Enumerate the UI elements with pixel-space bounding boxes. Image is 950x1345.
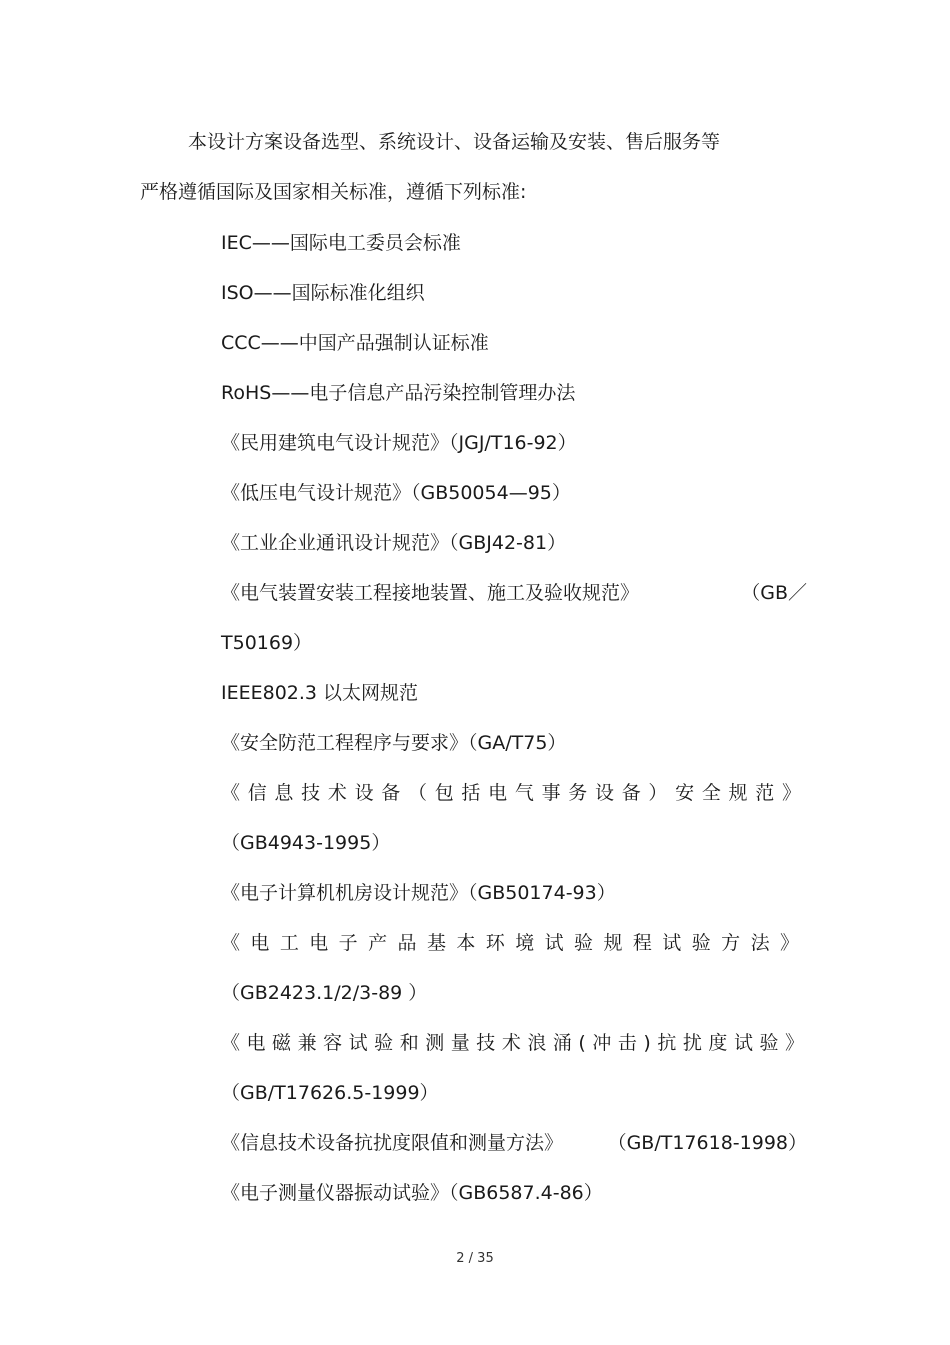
- standard-grounding-code-start: （GB／: [741, 582, 807, 604]
- standard-it-safety-title: 《信息技术设备（包括电气事务设备）安全规范》: [221, 782, 807, 804]
- standard-it-safety-code: （GB4943-1995）: [221, 832, 391, 854]
- standard-it-immunity-title: 《信息技术设备抗扰度限值和测量方法》: [221, 1132, 564, 1154]
- standard-vibration: 《电子测量仪器振动试验》（GB6587.4-86）: [221, 1182, 603, 1204]
- intro-line-2: 严格遵循国际及国家相关标准，遵循下列标准:: [140, 181, 527, 203]
- standard-iec: IEC——国际电工委员会标准: [221, 232, 461, 254]
- standard-ccc: CCC——中国产品强制认证标准: [221, 332, 489, 354]
- standard-it-immunity-code: （GB/T17618-1998）: [607, 1132, 807, 1154]
- standard-rohs: RoHS——电子信息产品污染控制管理办法: [221, 382, 576, 404]
- standard-ieee: IEEE802.3 以太网规范: [221, 682, 419, 704]
- standard-env-test-title: 《电工电子产品基本环境试验规程试验方法》: [221, 932, 807, 954]
- page-number: 2 / 35: [456, 1251, 494, 1266]
- standard-iso: ISO——国际标准化组织: [221, 282, 425, 304]
- standard-grounding: [221, 580, 807, 606]
- standard-env-test-code: （GB2423.1/2/3-89 ）: [221, 982, 428, 1004]
- standard-it-immunity: [221, 1130, 807, 1156]
- standard-emc-code: （GB/T17626.5-1999）: [221, 1082, 439, 1104]
- standard-computer-room: 《电子计算机机房设计规范》（GB50174-93）: [221, 882, 616, 904]
- standard-emc-title: 《电磁兼容试验和测量技术浪涌(冲击)抗扰度试验》: [221, 1032, 807, 1054]
- intro-line-1: 本设计方案设备选型、系统设计、设备运输及安装、售后服务等: [188, 131, 721, 153]
- standard-grounding-code-end: T50169）: [221, 632, 313, 654]
- standard-gbj42: 《工业企业通讯设计规范》（GBJ42-81）: [221, 532, 567, 554]
- standard-grounding-title: 《电气装置安装工程接地装置、施工及验收规范》: [221, 582, 640, 604]
- standard-jgj: 《民用建筑电气设计规范》（JGJ/T16-92）: [221, 432, 577, 454]
- standard-ga-t75: 《安全防范工程程序与要求》（GA/T75）: [221, 732, 567, 754]
- standard-gb50054: 《低压电气设计规范》（GB50054—95）: [221, 482, 571, 504]
